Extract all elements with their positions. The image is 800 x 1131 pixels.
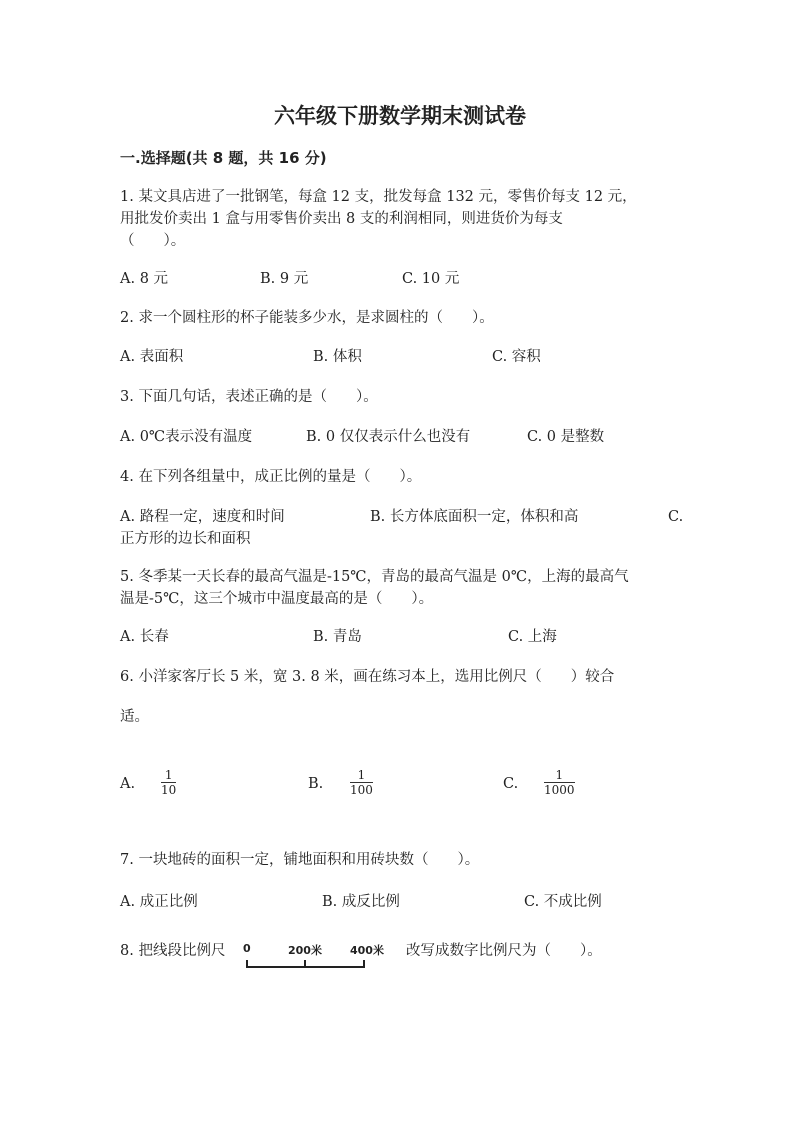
- q1-option-b: B. 9 元: [260, 271, 309, 287]
- q6-option-c: C.: [503, 776, 519, 792]
- q6-line2: 适。: [120, 709, 149, 725]
- q2-line1: 2. 求一个圆柱形的杯子能装多少水，是求圆柱的（ ）。: [120, 310, 494, 326]
- scale-label-400: 400米: [350, 944, 384, 957]
- q6-line1: 6. 小洋家客厅长 5 米，宽 3. 8 米，画在练习本上，选用比例尺（ ）较合: [120, 669, 615, 685]
- numerator: 1: [164, 768, 173, 782]
- page-title: 六年级下册数学期末测试卷: [274, 104, 526, 128]
- section-header: 一.选择题(共 8 题，共 16 分): [120, 149, 327, 167]
- denominator: 1000: [544, 783, 575, 797]
- q8-line1-end: 改写成数字比例尺为（ ）。: [406, 943, 602, 959]
- q6-option-b: B.: [308, 776, 324, 792]
- q8-line1-start: 8. 把线段比例尺: [120, 943, 226, 959]
- q4-option-b: B. 长方体底面积一定，体积和高: [370, 509, 579, 525]
- q1-line2: 用批发价卖出 1 盒与用零售价卖出 8 支的利润相同，则进货价为每支: [120, 211, 563, 227]
- q7-option-c: C. 不成比例: [524, 894, 602, 910]
- q6-fraction-c: [544, 768, 575, 797]
- q6-option-a: A.: [120, 776, 136, 792]
- q3-option-a: A. 0℃表示没有温度: [120, 429, 253, 445]
- scale-label-0: 0: [243, 942, 251, 955]
- q5-line1: 5. 冬季某一天长春的最高气温是-15℃，青岛的最高气温是 0℃，上海的最高气: [120, 569, 629, 585]
- q5-option-c: C. 上海: [508, 629, 557, 645]
- q2-option-c: C. 容积: [492, 349, 541, 365]
- scale-label-200: 200米: [288, 944, 322, 957]
- q6-fraction-b: [350, 768, 373, 797]
- q3-line1: 3. 下面几句话，表述正确的是（ ）。: [120, 389, 378, 405]
- q5-option-a: A. 长春: [120, 629, 169, 645]
- q1-option-c: C. 10 元: [402, 271, 460, 287]
- scale-midtick: [304, 960, 306, 968]
- denominator: 10: [161, 783, 177, 797]
- q5-option-b: B. 青岛: [313, 629, 362, 645]
- q7-option-b: B. 成反比例: [322, 894, 400, 910]
- q2-option-a: A. 表面积: [120, 349, 184, 365]
- q7-line1: 7. 一块地砖的面积一定，铺地面积和用砖块数（ ）。: [120, 852, 480, 868]
- q2-option-b: B. 体积: [313, 349, 362, 365]
- q7-option-a: A. 成正比例: [120, 894, 198, 910]
- q1-line3: （ ）。: [120, 233, 186, 249]
- denominator: 100: [350, 783, 373, 797]
- q4-line1: 4. 在下列各组量中，成正比例的量是（ ）。: [120, 469, 422, 485]
- line-segment-scale: [240, 940, 390, 970]
- q5-line2: 温是-5℃，这三个城市中温度最高的是（ ）。: [120, 591, 434, 607]
- numerator: 1: [555, 768, 564, 782]
- q6-fraction-a: [161, 768, 176, 797]
- q1-option-a: A. 8 元: [120, 271, 169, 287]
- q4-option-c: C.: [668, 509, 684, 525]
- q1-line1: 1. 某文具店进了一批钢笔，每盒 12 支，批发每盒 132 元，零售价每支 12 元，: [120, 189, 637, 205]
- q4-option-c-text: 正方形的边长和面积: [120, 531, 251, 547]
- q3-option-c: C. 0 是整数: [527, 429, 605, 445]
- numerator: 1: [357, 768, 366, 782]
- q3-option-b: B. 0 仅仅表示什么也没有: [306, 429, 471, 445]
- q4-option-a: A. 路程一定，速度和时间: [120, 509, 285, 525]
